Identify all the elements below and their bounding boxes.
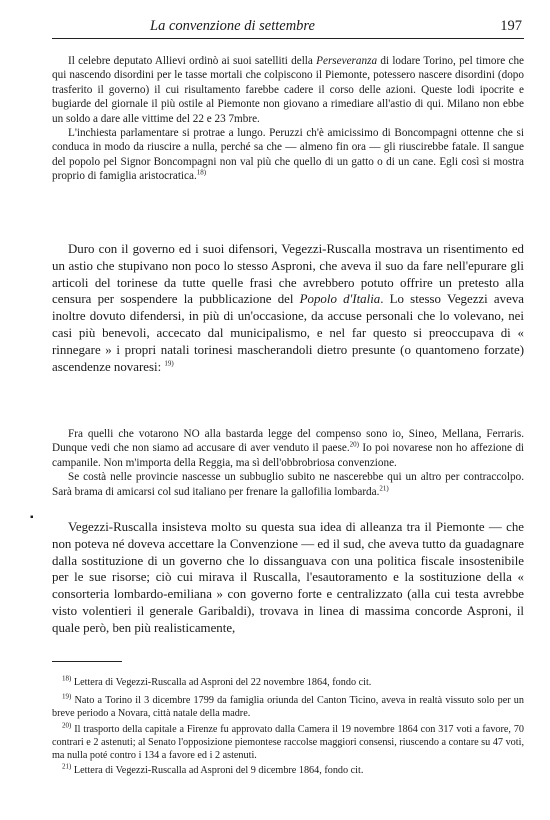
body-paragraph-2: Vegezzi-Ruscalla insisteva molto su questa sua idea di alleanza tra il Piemonte — che non poteva né doveva accettare la Convenzione — ed il sud, che aveva tutto da guadagnare dalla sostituzione di un governo che lo dissanguava con una politica fiscale insostenibile per le sue risorse; ciò cui mirava il Ruscalla, l'esautoramento e la sostituzione della « consorteria lombardo-emiliana » con governo forte e centralizzato (alla cui testa avrebbe visto volentieri il generale Garibaldi), trovava in linea di massima concorde Asproni, il quale però, ben più realisticamente, bbox=[52, 520, 524, 635]
page-header bbox=[52, 16, 524, 39]
quote-paragraph: Fra quelli che votarono NO alla bastarda legge del compenso sono io, Sineo, Mellana, Ferraris. Dunque vedi che non siamo ad accusare di aver venduto il paese.$^{20)}$ Io poi novarese non ho affezione di campanile. Non m'importa della Reggia, ma sì dell'obbrobriosa convenzione. bbox=[52, 428, 525, 469]
block-quote-2 bbox=[52, 427, 524, 499]
quote-paragraph: L'inchiesta parlamentare si protrae a lungo. Peruzzi ch'è amicissimo di Boncompagni ottenne che si conduca in modo da riuscire a nulla, perché sa che — almeno fin ora — gli riuscirebbe fatale. Il sangue del popolo pel Signor Boncompagni non val più che quello di un gatto o di un cane. Egli così si mostra proprio di famiglia aristocratica.$^{18)}$ bbox=[52, 127, 524, 183]
quote-paragraph: Se costà nelle provincie nascesse un subbuglio subito ne nascerebbe qui un altro per contraccolpo. Sarà brama di amicarsi col sud italiano per frenare la gallofilia lombarda.$^{21)}$ bbox=[52, 471, 524, 498]
footnotes bbox=[52, 676, 524, 782]
footnote: $^{20)}$ Il trasporto della capitale a Firenze fu approvato dalla Camera il 19 novembre 1864 con 317 voti a favore, 70 contrari e 2 astenuti; al Senato l'opposizione piemontese raccolse maggiori consensi, riuscendo a contare su 47 voti, ma nulla poté contro i 134 a favore ed i 2 astenuti. bbox=[52, 721, 525, 762]
footnote-ref: 21) bbox=[379, 483, 389, 492]
page-number: 197 bbox=[500, 18, 522, 34]
footnote-ref: 18) bbox=[196, 168, 207, 177]
footnote: $^{21)}$ Lettera di Vegezzi-Ruscalla ad Asproni del 9 dicembre 1864, fondo cit. bbox=[62, 762, 364, 777]
quote-paragraph: Il celebre deputato Allievi ordinò ai suoi satelliti della Perseveranza di lodare Torino, pel timore che qui nascendo disordini per le tasse mortali che colpiscono il Piemonte, potessero nascere disordini (dopo trasferito il governo) il cui risultamento farebbe cadere il corso delle azioni. Queste lodi ipocrite e bugiarde del giornale il più ostile al Piemonte non giovano a rimediare all'astio di qui. Milano non ebbe un soldo a dare alle vittime del 22 e 23 7mbre. bbox=[52, 55, 525, 125]
running-title: La convenzione di settembre bbox=[150, 18, 315, 34]
footnote: $^{18)}$ Lettera di Vegezzi-Ruscalla ad Asproni del 22 novembre 1864, fondo cit. bbox=[62, 674, 372, 688]
footnote-rule bbox=[52, 661, 122, 662]
margin-mark: ▪ bbox=[30, 512, 34, 523]
footnote-ref: 19) bbox=[164, 359, 174, 368]
block-quote-1 bbox=[52, 54, 524, 184]
body-paragraph-1: Duro con il governo ed i suoi difensori, Vegezzi-Ruscalla mostrava un risentimento ed un astio che stupivano non poco lo stesso Asproni, che aveva il suo da fare nell'epurare gli articoli del torinese da tutte quelle frasi che avrebbero potuto offrire un pretesto alla censura per sospendere la pubblicazione del Popolo d'Italia. Lo stesso Vegezzi aveva inoltre dovuto difendersi, in più di un'occasione, da accuse personali che lo volevano, nei casi più benevoli, accecato dal municipalismo, e nel far questo si preoccupava di « rinnegare » i propri natali torinesi mascherandoli dietro presunte (o quantomeno forzate) ascendenze novaresi: $^{19)}$ bbox=[52, 242, 524, 374]
footnote: $^{19)}$ Nato a Torino il 3 dicembre 1799 da famiglia oriunda del Canton Ticino, aveva in realtà vissuto solo per un breve periodo a Novara, città natale della madre. bbox=[52, 692, 524, 720]
footnote-ref: 20) bbox=[349, 440, 359, 449]
